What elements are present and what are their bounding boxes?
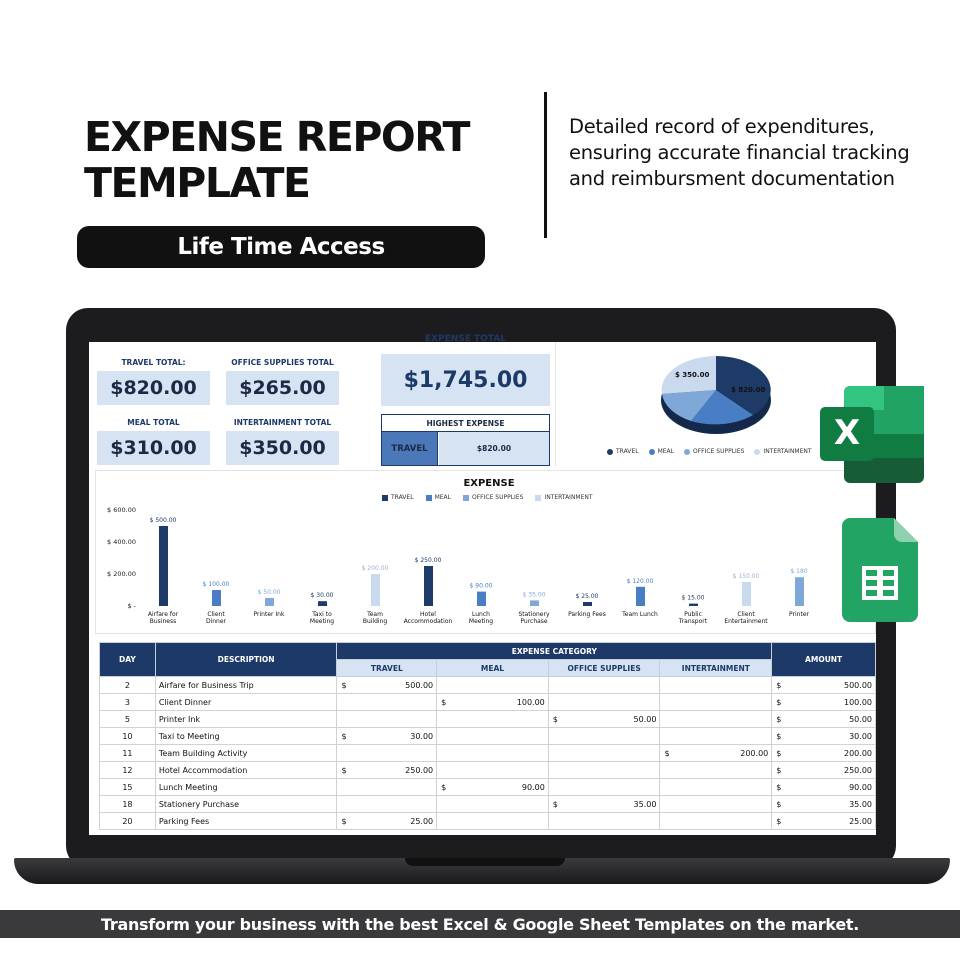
- cell-value: 500.00: [844, 680, 872, 690]
- currency-symbol: $: [441, 782, 447, 792]
- cell-office[interactable]: [548, 813, 660, 830]
- cell-description[interactable]: [155, 779, 337, 796]
- cell-description[interactable]: [155, 694, 337, 711]
- highest-expense-category: TRAVEL: [382, 432, 438, 465]
- bar-chart-title: EXPENSE: [463, 478, 515, 489]
- entertainment-total-value: $350.00: [226, 431, 339, 465]
- cell-value: Team Building Activity: [158, 748, 248, 758]
- header-meal: MEAL: [437, 660, 549, 677]
- cell-entertainment[interactable]: [660, 779, 772, 796]
- bar: [212, 590, 221, 606]
- legend-entertainment: INTERTAINMENT: [535, 494, 592, 501]
- bar: [530, 600, 539, 606]
- header-divider: [544, 92, 547, 238]
- cell-travel[interactable]: [337, 728, 437, 745]
- currency-symbol: $: [776, 748, 782, 758]
- cell-description[interactable]: [155, 796, 337, 813]
- pie-label-entertainment: $ 350.00: [675, 371, 710, 379]
- cell-value: 5: [124, 714, 130, 724]
- cell-value: 20: [122, 816, 133, 826]
- bar-value-label: $ 200.00: [361, 565, 389, 572]
- cell-description[interactable]: [155, 762, 337, 779]
- cell-meal[interactable]: [437, 762, 549, 779]
- cell-value: 250.00: [405, 765, 434, 775]
- cell-value: Client Dinner: [158, 697, 212, 707]
- cell-travel[interactable]: [337, 796, 437, 813]
- x-tick-label: Meeting: [468, 618, 494, 625]
- cell-description[interactable]: [155, 711, 337, 728]
- pie-chart: [649, 344, 785, 448]
- cell-meal[interactable]: [437, 711, 549, 728]
- cell-value: 90.00: [521, 782, 545, 792]
- title-line-1: EXPENSE REPORT: [84, 113, 469, 161]
- cell-description[interactable]: [155, 813, 337, 830]
- cell-value: 30.00: [849, 731, 872, 741]
- cell-meal[interactable]: [437, 813, 549, 830]
- x-tick-label: Client: [207, 611, 225, 618]
- bar: [159, 526, 168, 606]
- cell-travel[interactable]: [337, 677, 437, 694]
- currency-symbol: $: [664, 748, 670, 758]
- bar-value-label: $ 50.00: [257, 589, 281, 596]
- cell-value: Lunch Meeting: [158, 782, 218, 792]
- cell-amount[interactable]: [772, 779, 876, 796]
- cell-office[interactable]: [548, 762, 660, 779]
- excel-letter: X: [833, 413, 861, 453]
- table-row: [100, 728, 876, 745]
- x-tick-label: Printer: [789, 611, 809, 618]
- cell-meal[interactable]: [437, 694, 549, 711]
- bar-value-label: $ 35.00: [522, 591, 546, 599]
- x-tick-label: Dinner: [205, 618, 227, 625]
- table-row: [100, 694, 876, 711]
- office-total-label: OFFICE SUPPLIES TOTAL: [231, 358, 334, 367]
- x-tick-label: Public: [684, 611, 702, 618]
- cell-value: 30.00: [410, 731, 434, 741]
- cell-day[interactable]: [100, 694, 156, 711]
- x-tick-label: Client: [737, 611, 755, 618]
- x-tick-label: Purchase: [520, 618, 548, 625]
- cell-value: Taxi to Meeting: [158, 731, 220, 741]
- currency-symbol: $: [341, 731, 347, 741]
- cell-travel[interactable]: [337, 779, 437, 796]
- cell-value: 200.00: [844, 748, 872, 758]
- cell-amount[interactable]: [772, 813, 876, 830]
- bar: [371, 574, 380, 606]
- header-travel: TRAVEL: [337, 660, 437, 677]
- cell-entertainment[interactable]: [660, 694, 772, 711]
- bar-value-label: $ 25.00: [575, 593, 599, 600]
- cell-entertainment[interactable]: [660, 745, 772, 762]
- cell-value: Airfare for Business Trip: [158, 680, 254, 690]
- header-office-supplies: OFFICE SUPPLIES: [548, 660, 660, 677]
- header-entertainment: INTERTAINMENT: [660, 660, 772, 677]
- table-row: [100, 813, 876, 830]
- x-tick-label: Business: [149, 618, 177, 625]
- currency-symbol: $: [776, 731, 782, 741]
- currency-symbol: $: [341, 816, 347, 826]
- table-row: [100, 677, 876, 694]
- x-tick-label: Team Lunch: [622, 611, 658, 618]
- cell-amount[interactable]: [772, 677, 876, 694]
- cell-entertainment[interactable]: [660, 762, 772, 779]
- pie-legend-office: OFFICE SUPPLIES: [684, 448, 744, 455]
- summary-divider: [555, 342, 556, 466]
- bar-value-label: $ 30.00: [310, 592, 334, 600]
- cell-day[interactable]: [100, 677, 156, 694]
- laptop-screen: [89, 334, 876, 835]
- y-tick-label: $ -: [127, 602, 136, 610]
- x-tick-label: Parking Fees: [568, 611, 606, 618]
- currency-symbol: $: [341, 765, 347, 775]
- highest-expense-box: [381, 414, 550, 466]
- cell-entertainment[interactable]: [660, 677, 772, 694]
- bar: [583, 602, 592, 606]
- cell-amount[interactable]: [772, 796, 876, 813]
- x-tick-label: Meeting: [309, 618, 335, 625]
- google-sheets-icon: [842, 518, 918, 622]
- highest-expense-value: $820.00: [439, 432, 549, 465]
- bar-value-label: $ 90.00: [469, 582, 493, 590]
- pie-legend-travel: TRAVEL: [607, 448, 639, 455]
- cell-office[interactable]: [548, 796, 660, 813]
- legend-travel: TRAVEL: [382, 494, 414, 501]
- laptop-notch: [405, 858, 565, 866]
- y-tick-label: $ 600.00: [107, 506, 136, 514]
- x-tick-label: Airfare for: [147, 611, 179, 618]
- table-row: [100, 762, 876, 779]
- cell-amount[interactable]: [772, 711, 876, 728]
- x-tick-label: Building: [362, 618, 388, 625]
- currency-symbol: $: [441, 697, 447, 707]
- cell-value: 200.00: [740, 748, 769, 758]
- cell-value: 50.00: [849, 714, 872, 724]
- cell-value: 10: [122, 731, 133, 741]
- meal-total-value: $310.00: [97, 431, 210, 465]
- cell-value: 100.00: [516, 697, 545, 707]
- table-row: [100, 711, 876, 728]
- bar: [424, 566, 433, 606]
- y-tick-label: $ 400.00: [107, 538, 136, 546]
- table-row: [100, 796, 876, 813]
- cell-travel[interactable]: [337, 813, 437, 830]
- pie-legend: [607, 448, 812, 455]
- cell-amount[interactable]: [772, 762, 876, 779]
- cell-day[interactable]: [100, 779, 156, 796]
- bar-value-label: $ 100.00: [202, 581, 230, 588]
- table-row: [100, 745, 876, 762]
- cell-value: 50.00: [633, 714, 657, 724]
- cell-description[interactable]: [155, 677, 337, 694]
- cell-value: 15: [122, 782, 133, 792]
- cell-value: 500.00: [405, 680, 434, 690]
- bar: [795, 577, 804, 606]
- currency-symbol: $: [552, 714, 558, 724]
- cell-day[interactable]: [100, 711, 156, 728]
- cell-meal[interactable]: [437, 745, 549, 762]
- travel-total-label: TRAVEL TOTAL:: [121, 358, 186, 367]
- cell-meal[interactable]: [437, 677, 549, 694]
- cell-value: 90.00: [849, 782, 872, 792]
- cell-amount[interactable]: [772, 745, 876, 762]
- currency-symbol: $: [341, 680, 347, 690]
- cell-day[interactable]: [100, 728, 156, 745]
- cell-meal[interactable]: [437, 779, 549, 796]
- cell-value: 12: [122, 765, 133, 775]
- legend-meal: MEAL: [426, 494, 451, 501]
- cell-description[interactable]: [155, 728, 337, 745]
- cell-office[interactable]: [548, 745, 660, 762]
- bar-value-label: $ 120.00: [626, 577, 654, 585]
- bar: [689, 604, 698, 606]
- expense-total-value: $1,745.00: [381, 354, 550, 406]
- currency-symbol: $: [776, 799, 782, 809]
- x-tick-label: Entertainment: [724, 618, 768, 625]
- cell-value: 100.00: [844, 697, 872, 707]
- highest-expense-label: HIGHEST EXPENSE: [382, 415, 549, 432]
- bar-value-label: $ 15.00: [681, 594, 705, 602]
- cell-amount[interactable]: [772, 728, 876, 745]
- cell-office[interactable]: [548, 694, 660, 711]
- cell-day[interactable]: [100, 796, 156, 813]
- bar: [742, 582, 751, 606]
- cell-value: 35.00: [633, 799, 657, 809]
- footer-text: Transform your business with the best Excel & Google Sheet Templates on the market.: [101, 914, 859, 934]
- cell-meal[interactable]: [437, 796, 549, 813]
- cell-value: Hotel Accommodation: [158, 765, 248, 775]
- currency-symbol: $: [776, 765, 782, 775]
- cell-value: 2: [124, 680, 130, 690]
- cell-meal[interactable]: [437, 728, 549, 745]
- cell-value: 25.00: [410, 816, 434, 826]
- cell-value: 35.00: [849, 799, 872, 809]
- y-tick-label: $ 200.00: [107, 570, 136, 578]
- pie-legend-meal: MEAL: [649, 448, 674, 455]
- pie-label-travel: $ 820.00: [731, 386, 766, 394]
- cell-travel[interactable]: [337, 711, 437, 728]
- bar-value-label: $ 150.00: [732, 573, 760, 580]
- cell-entertainment[interactable]: [660, 796, 772, 813]
- currency-symbol: $: [552, 799, 558, 809]
- table-row: [100, 779, 876, 796]
- expense-table-body: [100, 677, 876, 830]
- cell-description[interactable]: [155, 745, 337, 762]
- bar: [318, 601, 327, 606]
- cell-value: 250.00: [844, 765, 872, 775]
- x-tick-label: Transport: [678, 618, 708, 625]
- header-expense-category: EXPENSE CATEGORY: [337, 643, 772, 660]
- bar-chart-legend: [382, 494, 593, 501]
- access-badge-label: Life Time Access: [177, 234, 385, 260]
- cell-travel[interactable]: [337, 694, 437, 711]
- cell-value: Stationery Purchase: [158, 799, 240, 809]
- x-tick-label: Team: [367, 611, 383, 618]
- excel-icon: [820, 386, 926, 484]
- bar: [636, 587, 645, 606]
- cell-office[interactable]: [548, 677, 660, 694]
- currency-symbol: $: [776, 714, 782, 724]
- currency-symbol: $: [776, 680, 782, 690]
- access-badge: [77, 226, 485, 268]
- cell-day[interactable]: [100, 813, 156, 830]
- cell-entertainment[interactable]: [660, 813, 772, 830]
- cell-office[interactable]: [548, 779, 660, 796]
- cell-office[interactable]: [548, 728, 660, 745]
- pie-chart-svg: [649, 344, 785, 444]
- entertainment-total-label: INTERTAINMENT TOTAL: [233, 418, 332, 427]
- office-total-value: $265.00: [226, 371, 339, 405]
- bar: [477, 592, 486, 606]
- cell-travel[interactable]: [337, 762, 437, 779]
- bar-value-label: $ 250.00: [414, 557, 442, 564]
- header-description: DESCRIPTION: [155, 643, 337, 677]
- cell-amount[interactable]: [772, 694, 876, 711]
- cell-travel[interactable]: [337, 745, 437, 762]
- cell-value: 18: [122, 799, 133, 809]
- expense-total-label: EXPENSE TOTAL: [424, 334, 507, 344]
- cell-value: 3: [124, 697, 130, 707]
- currency-symbol: $: [776, 697, 782, 707]
- cell-value: 25.00: [849, 816, 872, 826]
- cell-day[interactable]: [100, 762, 156, 779]
- cell-entertainment[interactable]: [660, 711, 772, 728]
- x-tick-label: Hotel: [420, 611, 436, 618]
- currency-symbol: $: [776, 782, 782, 792]
- cell-value: 11: [122, 748, 133, 758]
- currency-symbol: $: [776, 816, 782, 826]
- pie-legend-entertainment: INTERTAINMENT: [754, 448, 811, 455]
- expense-table: [99, 642, 876, 830]
- cell-value: Parking Fees: [158, 816, 210, 826]
- x-tick-label: Accommodation: [403, 618, 453, 625]
- x-tick-label: Taxi to: [312, 611, 332, 618]
- header-amount: AMOUNT: [772, 643, 876, 677]
- x-tick-label: Lunch: [472, 611, 490, 618]
- cell-day[interactable]: [100, 745, 156, 762]
- page-title: [84, 114, 469, 206]
- bar: [265, 598, 274, 606]
- bar-value-label: $ 500.00: [149, 517, 177, 524]
- legend-office: OFFICE SUPPLIES: [463, 494, 523, 501]
- meal-total-label: MEAL TOTAL: [127, 418, 180, 427]
- bar-chart: [89, 502, 876, 632]
- title-line-2: TEMPLATE: [84, 159, 310, 207]
- x-tick-label: Printer Ink: [253, 611, 285, 618]
- footer-banner: [0, 910, 960, 938]
- header-day: DAY: [100, 643, 156, 677]
- travel-total-value: $820.00: [97, 371, 210, 405]
- cell-office[interactable]: [548, 711, 660, 728]
- bar-value-label: $ 180: [790, 568, 808, 576]
- cell-value: Printer Ink: [158, 714, 201, 724]
- cell-entertainment[interactable]: [660, 728, 772, 745]
- x-tick-label: Stationery: [518, 611, 550, 618]
- product-description: Detailed record of expenditures, ensuring accurate financial tracking and reimbursment documentation: [569, 115, 910, 190]
